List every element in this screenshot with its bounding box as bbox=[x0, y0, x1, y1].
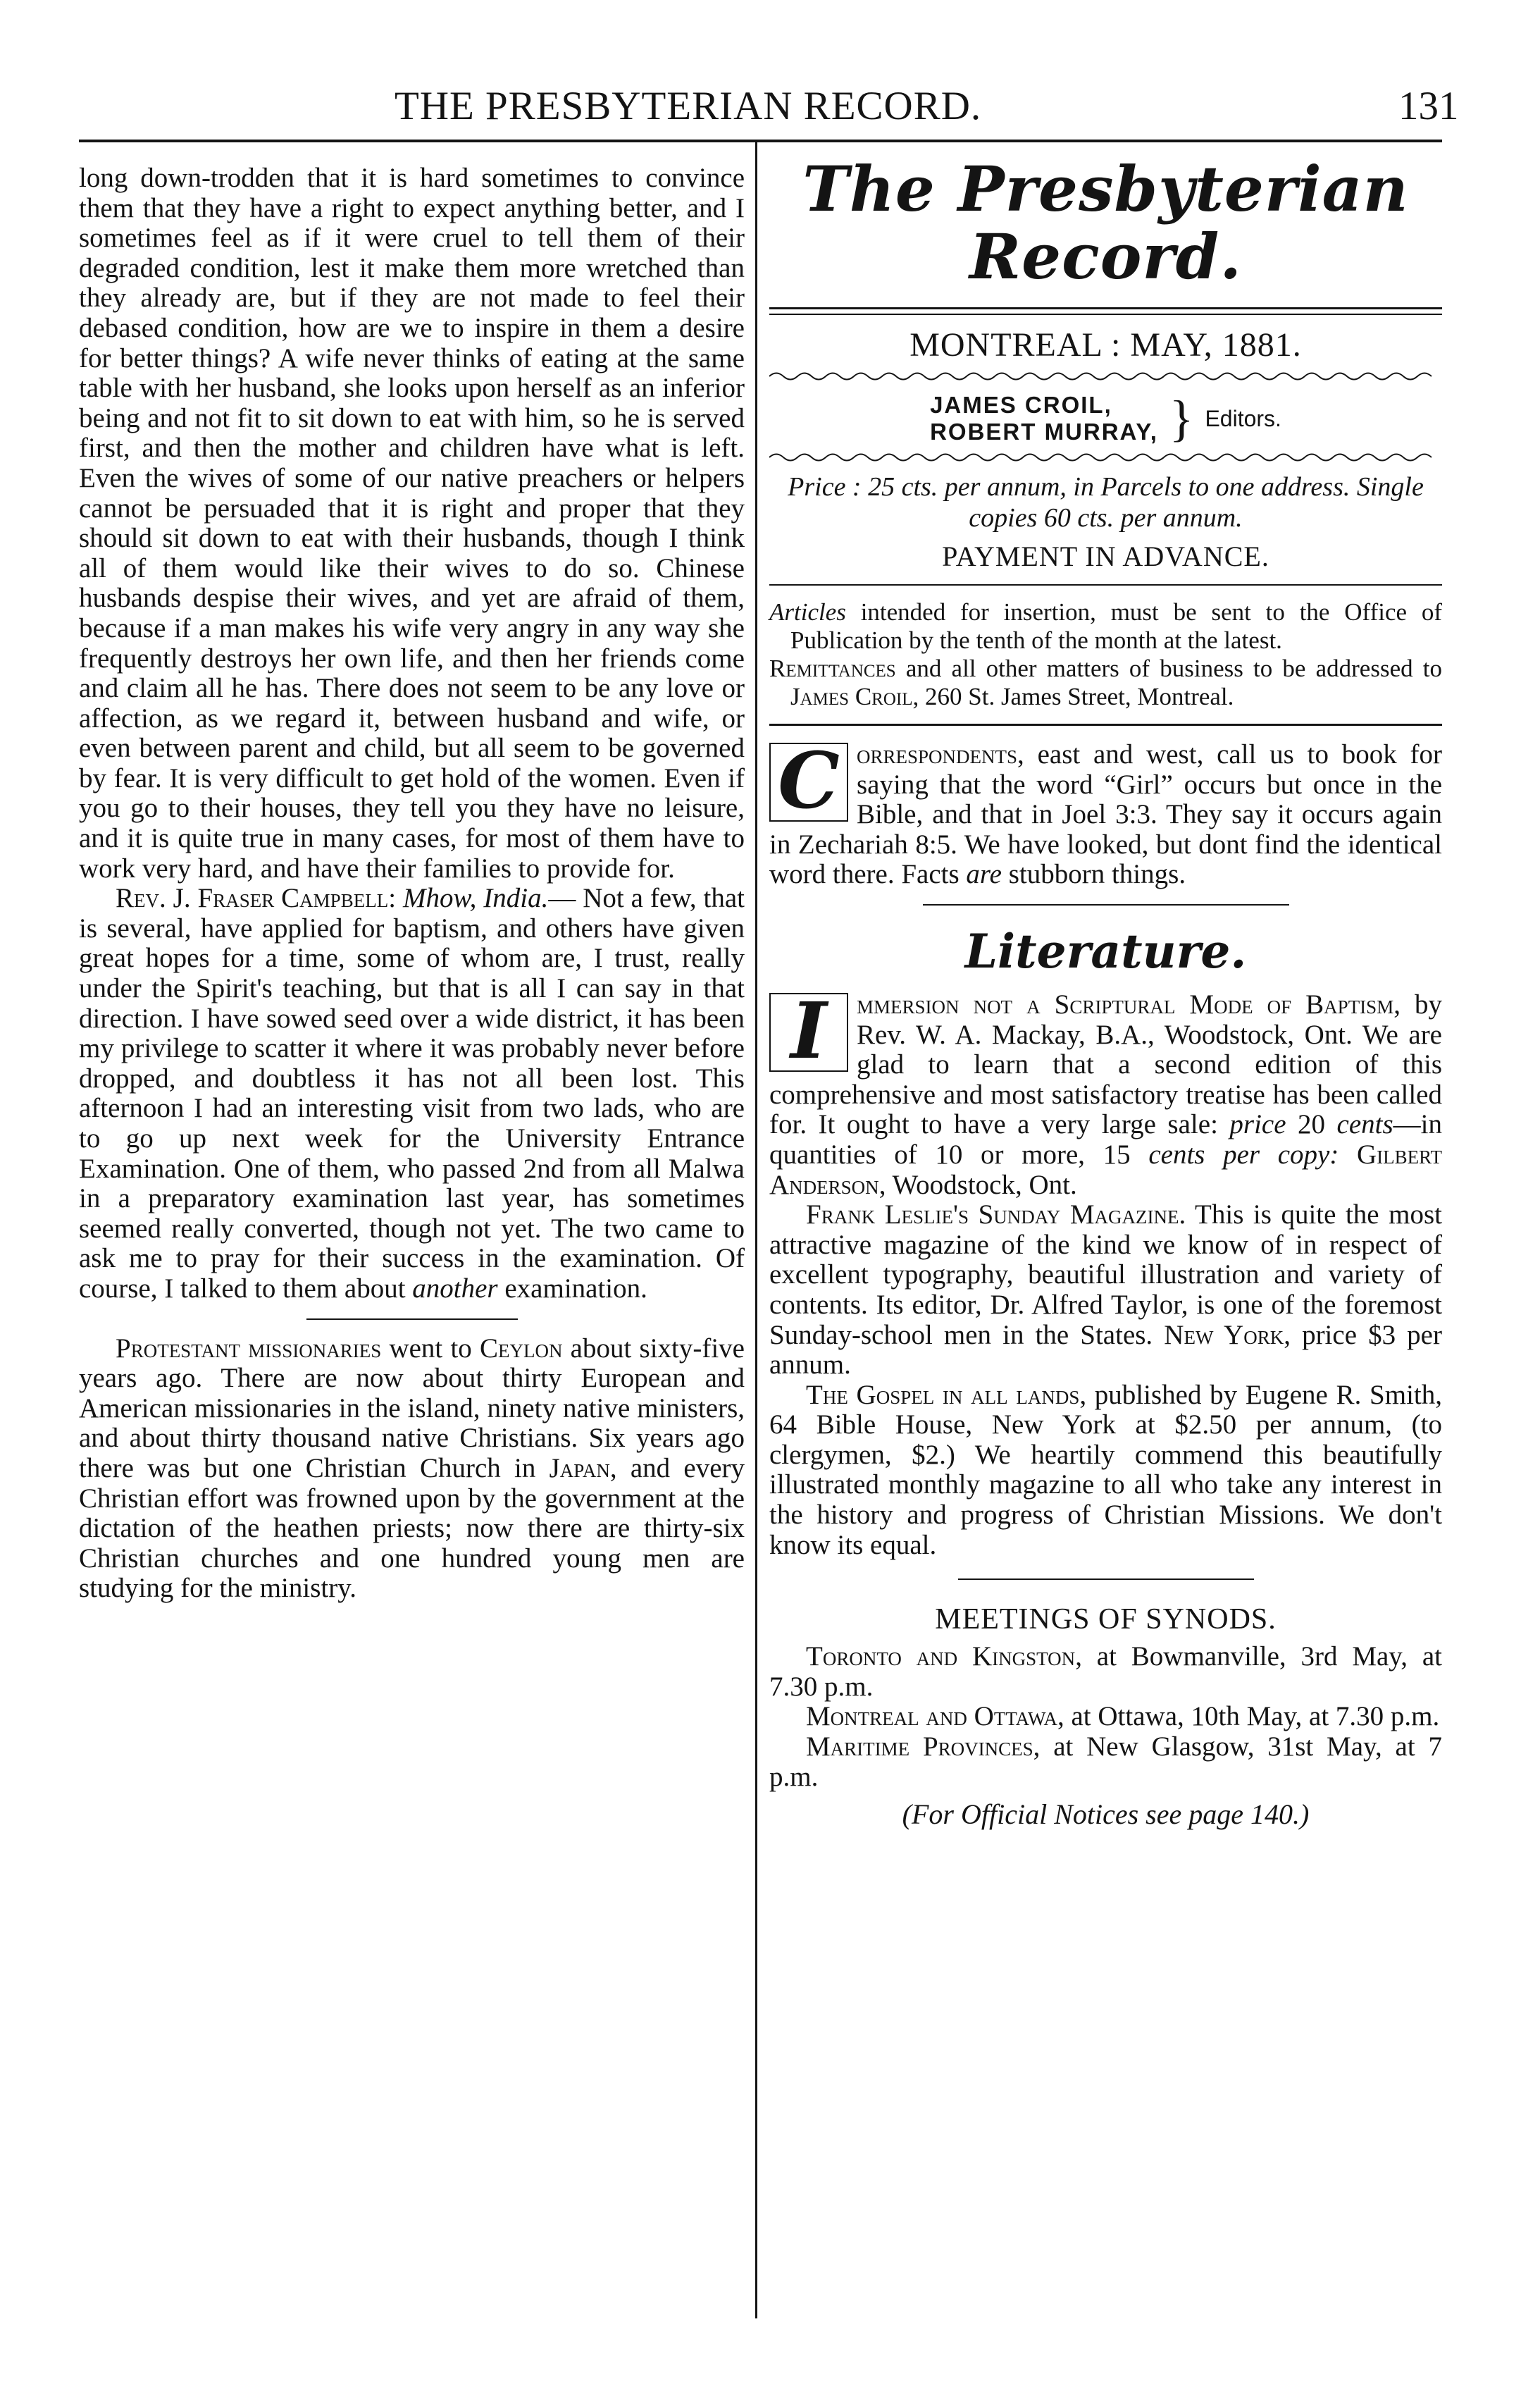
literature-heading: Literature. bbox=[964, 923, 1247, 979]
missions-paragraph bbox=[79, 1334, 745, 1604]
running-title: THE PRESBYTERIAN RECORD. bbox=[395, 84, 982, 128]
synod-item bbox=[769, 1642, 1442, 1702]
section-rule bbox=[923, 904, 1289, 906]
left-column bbox=[79, 163, 745, 1604]
editors-label: Editors. bbox=[1205, 405, 1281, 431]
immersion-text-a: , by Rev. W. A. Mackay, B.A., Woodstock, Ont. We are glad to learn that a second edition of this comprehensive and most satisfactory treatise has been called for. It ought to have a very large sale: bbox=[769, 989, 1442, 1140]
right-column bbox=[769, 152, 1443, 1831]
synod-name: Maritime Provinces bbox=[806, 1731, 1033, 1762]
editors-block bbox=[769, 392, 1442, 445]
remittances-name: James Croil bbox=[790, 683, 913, 710]
wavy-rule bbox=[769, 451, 1442, 464]
dateline: MONTREAL : MAY, 1881. bbox=[909, 326, 1302, 364]
section-rule bbox=[306, 1318, 518, 1320]
immersion-text-d: , Woodstock, Ont. bbox=[878, 1169, 1077, 1200]
remittances-notice bbox=[769, 655, 1442, 711]
immersion-publisher: Gilbert Anderson bbox=[769, 1139, 1443, 1200]
dropcap-c: C bbox=[769, 743, 848, 822]
editors-brace: } bbox=[1169, 390, 1194, 447]
synod-details: , at Ottawa, 10th May, at 7.30 p.m. bbox=[1057, 1701, 1440, 1732]
gospel-review bbox=[769, 1380, 1442, 1561]
masthead-rule bbox=[769, 307, 1442, 315]
remittances-tail: , 260 St. James Street, Montreal. bbox=[912, 683, 1234, 710]
missions-japan: Japan bbox=[549, 1452, 610, 1483]
campbell-dash: — bbox=[548, 883, 576, 914]
column-divider bbox=[755, 141, 757, 2318]
synod-item bbox=[769, 1732, 1442, 1792]
immersion-text-b: 20 bbox=[1286, 1109, 1337, 1140]
leslie-lead: Frank Leslie's Sunday Magazine. bbox=[806, 1199, 1186, 1230]
leslie-text-b: , price $3 per annum. bbox=[769, 1319, 1442, 1380]
masthead-bottom-rule bbox=[769, 584, 1442, 586]
synod-details: , at Bowmanville, 3rd May, at 7.30 p.m. bbox=[769, 1641, 1443, 1702]
dropcap-i: I bbox=[769, 993, 848, 1072]
leslie-review bbox=[769, 1200, 1442, 1380]
wavy-rule bbox=[769, 370, 1442, 383]
page-number: 131 bbox=[1398, 84, 1459, 128]
leslie-text-a: This is quite the most attractive magazine of the kind we know of in respect of excellent typography, beautiful illustration and variety of contents. Its editor, Dr. Alfred Taylor, is one of the foremost Sunday-school men in the States. bbox=[769, 1199, 1442, 1350]
immersion-cents: cents bbox=[1336, 1109, 1393, 1140]
campbell-text-b: examination. bbox=[497, 1273, 647, 1304]
missions-t3: , and every Christian effort was frowned upon by the government at the dictation of the heathen priests; now there are thirty-six Christian churches and one hundred young men are studying for the ministry. bbox=[79, 1452, 745, 1604]
immersion-per-copy: cents per copy: bbox=[1148, 1139, 1339, 1170]
campbell-place: Mhow, India. bbox=[402, 883, 549, 914]
gospel-lead: The Gospel in all lands bbox=[806, 1379, 1080, 1410]
immersion-lead: mmersion not a Scriptural Mode of Baptism bbox=[857, 989, 1394, 1020]
editor-names bbox=[930, 392, 1158, 445]
official-notices-note: (For Official Notices see page 140.) bbox=[902, 1798, 1310, 1831]
gospel-text: , published by Eugene R. Smith, 64 Bible House, New York at $2.50 per annum, (to clergymen, $2.) We heartily commend this beautifully illustrated monthly magazine to all who take any interest in the history and progress of Christian Missions. We don't know its equal. bbox=[769, 1379, 1442, 1560]
immersion-text-c: —in quantities of 10 or more, 15 bbox=[769, 1109, 1442, 1170]
immersion-review bbox=[769, 984, 1443, 1200]
masthead-title: The Presbyterian Record. bbox=[802, 152, 1409, 293]
leslie-new-york: New York bbox=[1164, 1319, 1284, 1350]
missions-ceylon: Ceylon bbox=[479, 1333, 563, 1364]
remittances-text: and all other matters of business to be addressed to bbox=[895, 655, 1442, 682]
campbell-letter bbox=[79, 884, 745, 1304]
articles-notice bbox=[769, 598, 1442, 655]
editor-name: ROBERT MURRAY, bbox=[930, 419, 1158, 445]
synod-name: Toronto and Kingston bbox=[806, 1641, 1076, 1672]
remittances-lead: Remittances bbox=[769, 655, 896, 682]
section-rule bbox=[958, 1578, 1254, 1580]
articles-text: intended for insertion, must be sent to the Office of Publication by the tenth of the month at the latest. bbox=[790, 598, 1442, 654]
immersion-price: price bbox=[1229, 1109, 1286, 1140]
correspondents-text-b: stubborn things. bbox=[1001, 859, 1186, 890]
subscription-price: Price : 25 cts. per annum, in Parcels to one address. Single copies 60 cts. per annum. bbox=[788, 472, 1424, 533]
correspondents-italic: are bbox=[966, 859, 1002, 890]
synod-item bbox=[769, 1702, 1442, 1732]
missions-t2: about sixty-five years ago. There are now about thirty European and American missionaries in the island, ninety native ministers, and about thirty thousand native Christians. Six years ago there was but one Christian Church in bbox=[79, 1333, 745, 1483]
campbell-name: Rev. J. Fraser Campbell: bbox=[116, 883, 397, 914]
synod-name: Montreal and Ottawa bbox=[806, 1701, 1057, 1732]
campbell-text-italic: another bbox=[412, 1273, 498, 1304]
missions-t1: went to bbox=[381, 1333, 480, 1364]
editor-name: JAMES CROIL, bbox=[930, 392, 1112, 418]
correspondents-text-a: , east and west, call us to book for saying that the word “Girl” occurs but once in the Bible, and that in Joel 3:3. They say it occurs again in Zechariah 8:5. We have looked, but dont find the identical word there. Facts bbox=[769, 739, 1442, 890]
notices-rule bbox=[769, 724, 1442, 726]
header-rule bbox=[79, 140, 1442, 142]
correspondents-paragraph bbox=[769, 735, 1442, 890]
articles-lead: Articles bbox=[769, 598, 846, 626]
campbell-text-a: Not a few, that is several, have applied for baptism, and others have given great hopes for a time, some of whom are, I trust, really under the Spirit's teaching, but that is all I can say in that direction. I have sowed seed over a wide district, it has been my privilege to scatter it where it was probably never before dropped, and doubtless it has not all been lost. This afternoon I had an interesting visit from two lads, who are to go up next week for the University Entrance Examination. One of them, who passed 2nd from all Malwa in a preparatory examination last year, has sometimes seemed really converted, though not yet. The two came to ask me to pray for their success in the examination. Of course, I talked to them about bbox=[79, 883, 745, 1304]
continued-article-text: long down-trodden that it is hard sometimes to convince them that they have a right to expect anything better, and I sometimes feel as if it were cruel to tell them of their degraded condition, lest it make them more wretched than they already are, but if they are not made to feel their debased condition, how are we to inspire in them a desire for better things? A wife never thinks of eating at the same table with her husband, she looks upon herself as an inferior being and not fit to sit down to eat with him, so he is served first, and then the mother and children have what is left. Even the wives of some of our native preachers or helpers cannot be persuaded that it is right and proper that they should sit down to eat with their husbands, though I think all of them would like their wives to do so. Chinese husbands despise their wives, and yet are afraid of them, because if a man makes his wife very angry in any way she frequently destroys her own life, and then her friends come and claim all he has. There does not seem to be any love or affection, as we regard it, between husband and wife, or even between parent and child, but all seem to be governed by fear. It is very difficult to get hold of the women. Even if you go to their houses, they tell you they have no leisure, and it is quite true in many cases, for most of them have to work very hard, and have their families to provide for. bbox=[79, 163, 745, 884]
synods-heading: MEETINGS OF SYNODS. bbox=[935, 1603, 1277, 1636]
correspondents-lead: orrespondents bbox=[857, 739, 1018, 770]
synod-details: , at New Glasgow, 31st May, at 7 p.m. bbox=[769, 1731, 1442, 1792]
payment-notice: PAYMENT IN ADVANCE. bbox=[942, 540, 1269, 572]
missions-lead: Protestant missionaries bbox=[116, 1333, 382, 1364]
